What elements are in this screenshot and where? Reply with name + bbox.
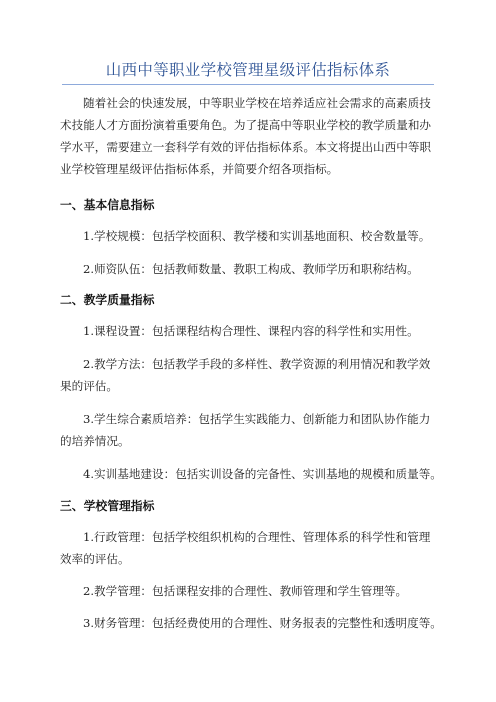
list-item [60,408,448,452]
list-item-line: 3.财务管理：包括经费使用的合理性、财务报表的完整性和透明度等。 [83,616,442,630]
list-item [60,320,448,342]
list-item-line: 效率的评估。 [60,552,130,566]
list-item-line: 的培养情况。 [60,434,130,448]
list-item [60,612,448,634]
list-item [60,463,448,485]
list-item-line: 1.学校规模：包括学校面积、教学楼和实训基地面积、校舍数量等。 [83,229,431,243]
intro-line: 业学校管理星级评估指标体系，并简要介绍各项指标。 [60,162,339,176]
list-item-line: 3.学生综合素质培养：包括学生实践能力、创新能力和团队协作能力 [83,412,431,426]
title-divider [62,84,434,85]
intro-line: 学水平，需要建立一套科学有效的评估指标体系。本文将提出山西中等职 [60,140,432,154]
intro-line: 术技能人才方面扮演着重要角色。为了提高中等职业学校的教学质量和办 [60,118,432,132]
list-item-line: 1.课程设置：包括课程结构合理性、课程内容的科学性和实用性。 [83,324,419,338]
list-item [60,225,448,247]
section-heading: 三、学校管理指标 [60,499,155,513]
list-item [60,258,448,280]
list-item [60,526,448,570]
list-item [60,353,448,397]
list-item-line: 1.行政管理：包括学校组织机构的合理性、管理体系的科学性和管理 [83,530,431,544]
document-title: 山西中等职业学校管理星级评估指标体系 [105,61,391,79]
intro-paragraph [60,92,448,180]
list-item-line: 2.教学管理：包括课程安排的合理性、教师管理和学生管理等。 [83,584,408,598]
intro-line: 随着社会的快速发展，中等职业学校在培养适应社会需求的高素质技 [83,96,431,110]
section-heading: 一、基本信息指标 [60,198,155,212]
list-item-line: 4.实训基地建设：包括实训设备的完备性、实训基地的规模和质量等。 [83,467,442,481]
list-item-line: 2.师资队伍：包括教师数量、教职工构成、教师学历和职称结构。 [83,262,419,276]
section-heading: 二、教学质量指标 [60,293,155,307]
list-item-line: 果的评估。 [60,379,118,393]
list-item-line: 2.教学方法：包括教学手段的多样性、教学资源的利用情况和教学效 [83,357,431,371]
list-item [60,580,448,602]
